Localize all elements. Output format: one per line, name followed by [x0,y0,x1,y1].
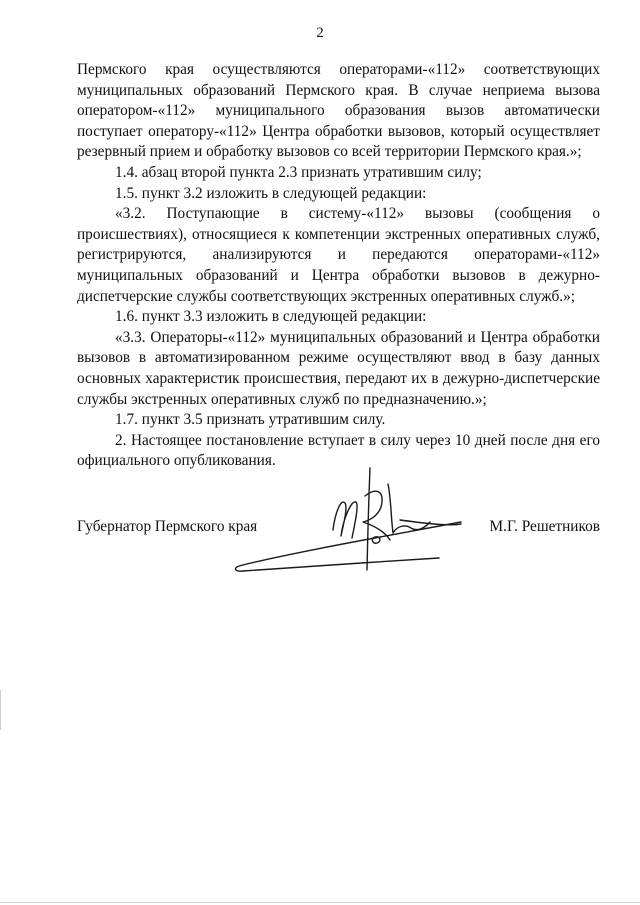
page-number: 2 [316,25,324,41]
signature-row [77,518,600,548]
signatory-name: М.Г. Решетников [489,518,600,535]
paragraph-3-2-text: «3.2. Поступающие в систему-«112» вызовы (сообщения о происшествиях), относящиеся к компетенции экстренных оперативных служб, регистрируются, анализируются и передаются операторами-«112» муниципальных образований и Центра обработки вызовов в дежурно-диспетчерские службы соответствующих экстренных оперативных служб.»; [77,205,600,305]
document-body [77,60,600,472]
paragraph-1-5: 1.5. пункт 3.2 изложить в следующей редакции: [115,184,427,202]
paragraph-1-4: 1.4. абзац второй пункта 2.3 признать утратившим силу; [115,163,482,181]
signatory-title: Губернатор Пермского края [77,518,258,535]
paragraph-1-6: 1.6. пункт 3.3 изложить в следующей редакции: [115,308,427,326]
scan-edge-mark [0,690,1,730]
paragraph-3-3-text: «3.3. Операторы-«112» муниципальных образований и Центра обработки вызовов в автоматизированном режиме осуществляют ввод в базу данных основных характеристик происшествия, передают их в дежурно-диспетчерские службы экстренных оперативных служб по предназначению.»; [77,328,600,408]
scan-bottom-edge [0,902,640,903]
paragraph-continuation: Пермского края осуществляются операторами-«112» соответствующих муниципальных образований Пермского края. В случае неприема вызова оператором-«112» муниципального образования вызов автоматически поступает оператору-«112» Центра обработки вызовов, который осуществляет резервный прием и обработку вызовов со всей территории Пермского края.»; [77,61,600,161]
paragraph-2-effective: 2. Настоящее постановление вступает в силу через 10 дней после дня его официального опубликования. [77,431,600,470]
paragraph-1-7: 1.7. пункт 3.5 признать утратившим силу. [115,411,386,429]
